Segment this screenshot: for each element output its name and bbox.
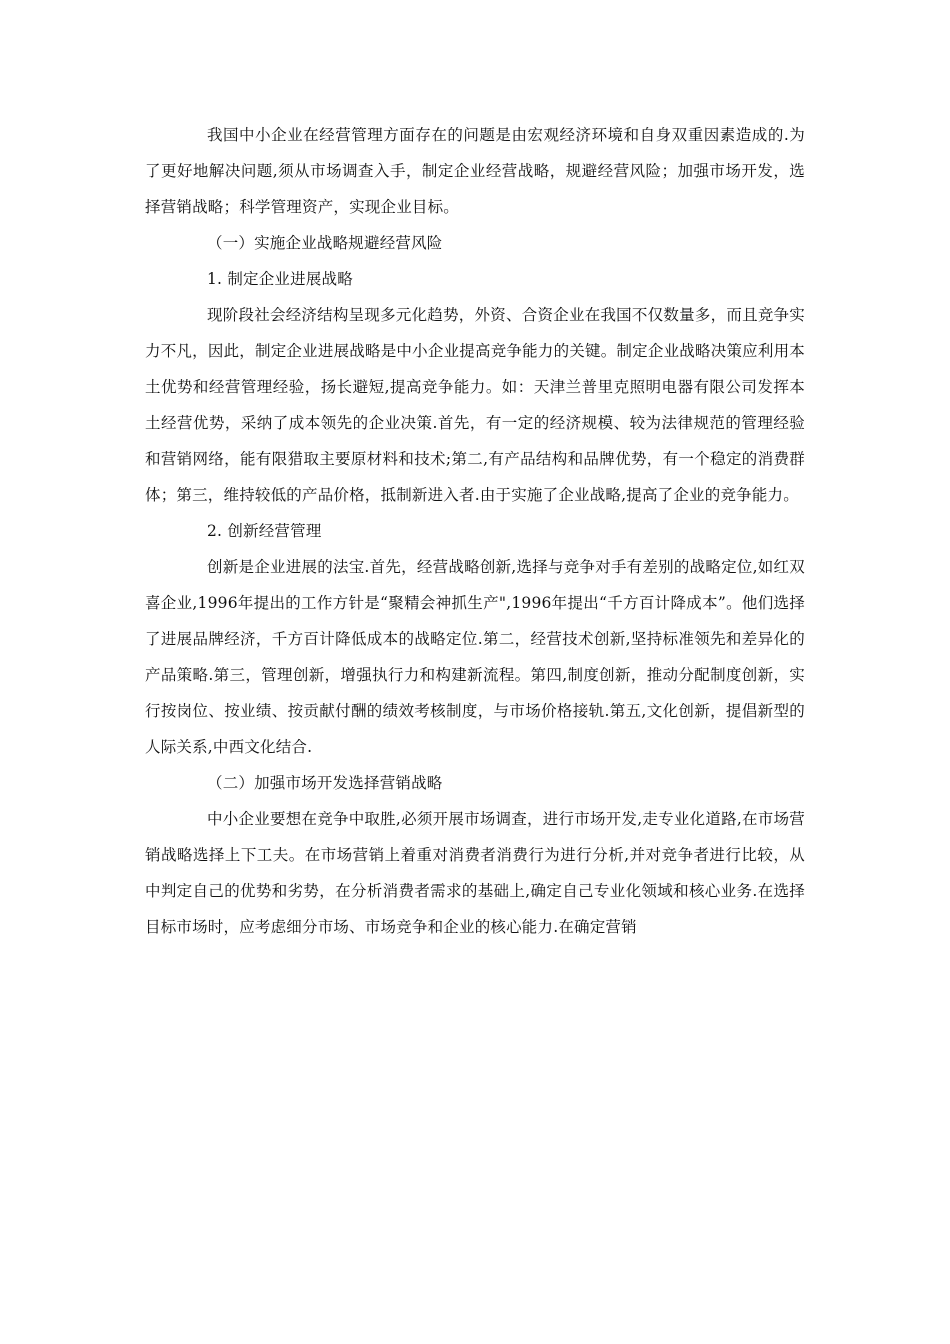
section-heading-1: （一）实施企业战略规避经营风险 — [207, 234, 443, 252]
strategy-paragraph: 现阶段社会经济结构呈现多元化趋势，外资、合资企业在我国不仅数量多，而且竞争实力不凡，因此，制定企业进展战略是中小企业提高竞争能力的关键。制定企业战略决策应利用本土优势和经营管理经验，扬长避短,提高竞争能力。如：天津兰普里克照明电器有限公司发挥本土经营优势，采纳了成本领先的企业决策.首先，有一定的经济规模、较为法律规范的管理经验和营销网络，能有限猎取主要原材料和技术;第二,有产品结构和品牌优势，有一个稳定的消费群体；第三，维持较低的产品价格，抵制新进入者.由于实施了企业战略,提高了企业的竞争能力。 — [145, 306, 805, 504]
section-heading-2: （二）加强市场开发选择营销战略 — [207, 774, 443, 792]
document-body — [145, 117, 805, 945]
intro-paragraph: 我国中小企业在经营管理方面存在的问题是由宏观经济环境和自身双重因素造成的.为了更好地解决问题,须从市场调查入手，制定企业经营战略，规避经营风险；加强市场开发，选择营销战略；科学管理资产，实现企业目标。 — [145, 126, 805, 216]
subsection-heading-2: 2. 创新经营管理 — [207, 522, 322, 540]
subsection-heading-1: 1. 制定企业进展战略 — [207, 270, 353, 288]
innovation-paragraph: 创新是企业进展的法宝.首先，经营战略创新,选择与竞争对手有差别的战略定位,如红双喜企业,1996年提出的工作方针是“聚精会神抓生产",1996年提出“千方百计降成本”。他们选择了进展品牌经济，千方百计降低成本的战略定位.第二，经营技术创新,坚持标准领先和差异化的产品策略.第三，管理创新，增强执行力和构建新流程。第四,制度创新，推动分配制度创新，实行按岗位、按业绩、按贡献付酬的绩效考核制度，与市场价格接轨.第五,文化创新，提倡新型的人际关系,中西文化结合. — [145, 558, 805, 756]
marketing-paragraph: 中小企业要想在竞争中取胜,必须开展市场调查，进行市场开发,走专业化道路,在市场营销战略选择上下工夫。在市场营销上着重对消费者消费行为进行分析,并对竞争者进行比较，从中判定自己的优势和劣势，在分析消费者需求的基础上,确定自己专业化领域和核心业务.在选择目标市场时，应考虑细分市场、市场竞争和企业的核心能力.在确定营销 — [145, 810, 805, 936]
